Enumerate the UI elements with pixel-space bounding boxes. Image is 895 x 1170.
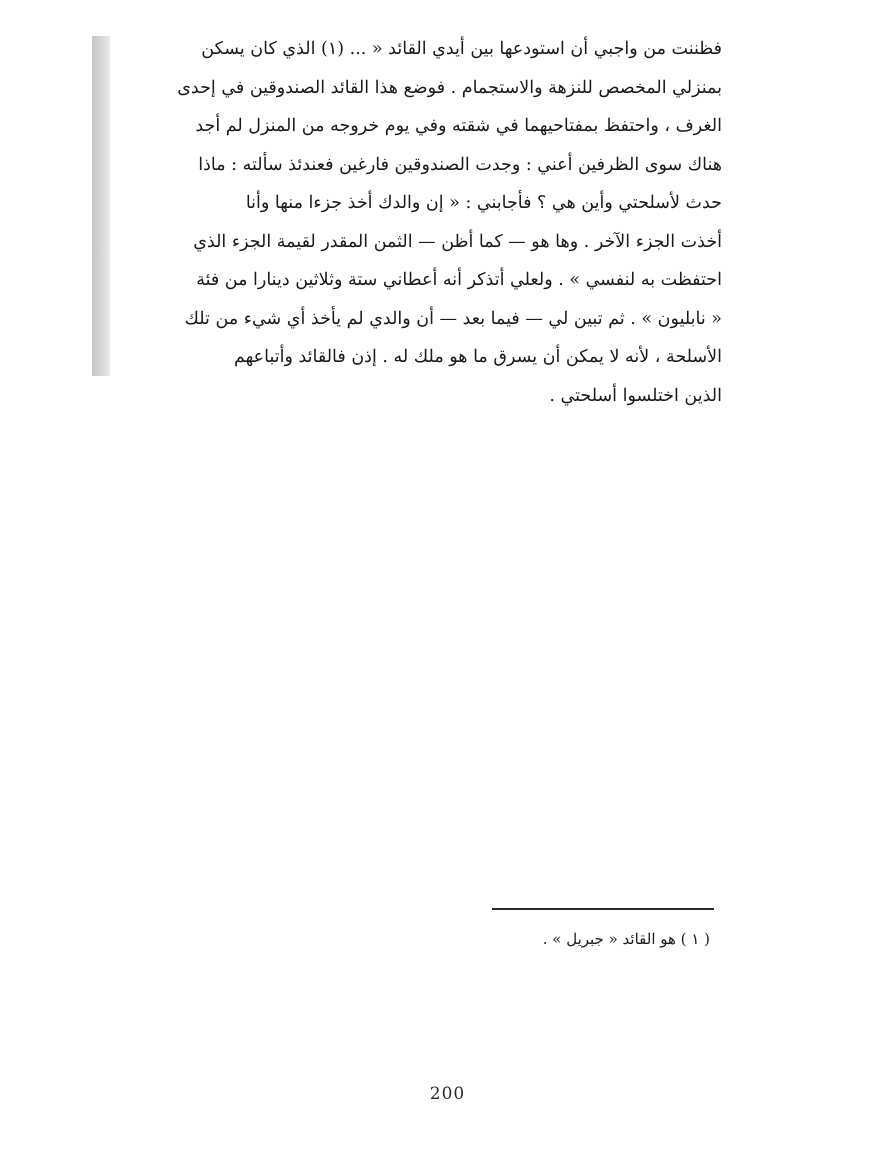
- body-line: هناك سوى الظرفين أعني : وجدت الصندوقين فارغين فعندئذ سألته : ماذا: [198, 154, 722, 175]
- body-line: الغرف ، واحتفظ بمفتاحيهما في شقته وفي يوم خروجه من المنزل لم أجد: [195, 116, 722, 136]
- footnote: ( ١ ) هو القائد « جبريل » .: [542, 930, 710, 948]
- body-line: احتفظت به لنفسي » . ولعلي أتذكر أنه أعطاني ستة وثلاثين دينارا من فئة: [196, 270, 722, 290]
- body-line: بمنزلي المخصص للنزهة والاستجمام . فوضع هذا القائد الصندوقين في إحدى: [177, 77, 722, 98]
- body-line: أخذت الجزء الآخر . وها هو — كما أظن — الثمن المقدر لقيمة الجزء الذي: [193, 231, 722, 252]
- body-line: « نابليون » . ثم تبين لي — فيما بعد — أن والدي لم يأخذ أي شيء من تلك: [184, 308, 722, 329]
- body-line: حدث لأسلحتي وأين هي ؟ فأجابني : « إن والدك أخذ جزءا منها وأنا: [245, 193, 722, 213]
- footnote-divider: [492, 908, 714, 910]
- body-line: فظننت من واجبي أن استودعها بين أيدي القائد « ... (١) الذي كان يسكن: [201, 39, 722, 59]
- body-text: [100, 30, 722, 415]
- page-number: 200: [429, 1084, 466, 1104]
- body-line: الذين اختلسوا أسلحتي .: [549, 385, 722, 406]
- body-line: الأسلحة ، لأنه لا يمكن أن يسرق ما هو ملك له . إذن فالقائد وأتباعهم: [233, 347, 722, 367]
